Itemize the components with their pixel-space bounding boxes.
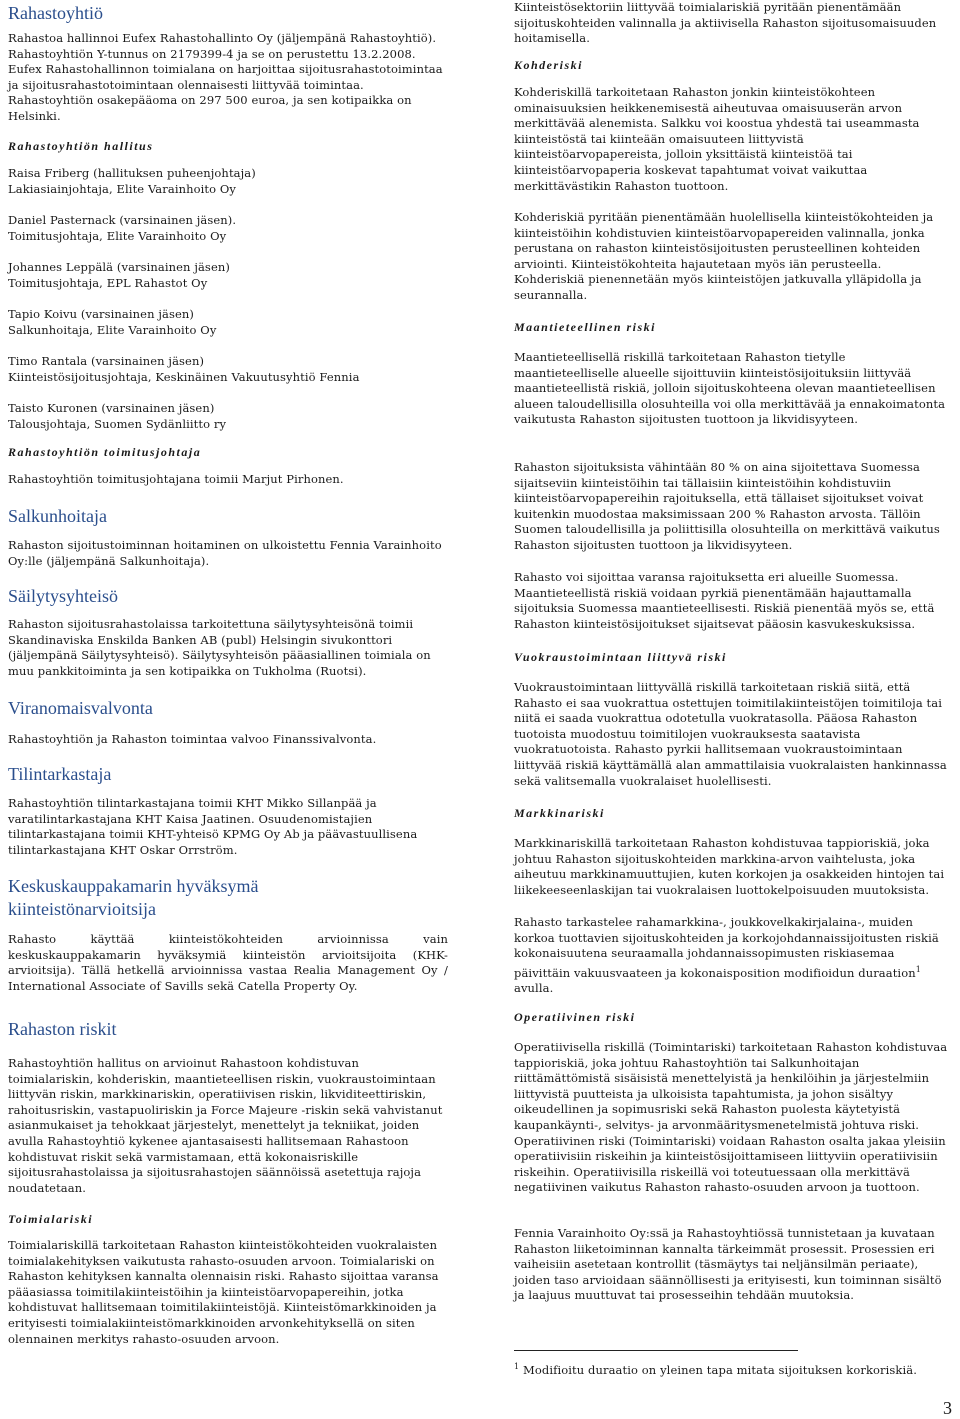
member-name: Tapio Koivu (varsinainen jäsen) [8,307,194,321]
member-role: Toimitusjohtaja, EPL Rahastot Oy [8,275,208,290]
footnote [514,1363,954,1378]
board-member-6 [8,401,448,432]
heading-rahastoyhtio: Rahastoyhtiö [8,3,103,23]
board-member-1 [8,166,448,197]
kohderiski-text-1: Kohderiskillä tarkoitetaan Rahaston jonkin kiinteistökohteen ominaisuuksien heikkenemisestä aiheutuvaa omaisuuserän arvon merkittävää alenemista. Salkku voi koostua yhdestä tai useammasta kiinteistöstä tai kiinteään omaisuuteen liittyvistä kiinteistöarvopapereista, jolloin yksittäistä kiinteistöä tai kiinteistöarvopaperia koskevat tapahtumat voivat vaikuttaa merkittävästikin Rahaston tuottoon. [514,85,920,193]
maantieteellinen-text-3: Rahasto voi sijoittaa varansa rajoituksetta eri alueille Suomessa. Maantieteellistä riskiä voidaan pyrkiä pienentämään hajauttamalla sijoituksia Suomessa maantieteellisesti. Riskiä pienentää myös se, että Rahaston kiinteistösijoitukset sijaitsevat pääosin kasvukeskuksissa. [514,570,935,631]
board-member-5 [8,354,448,385]
page-number: 3 [943,1398,952,1418]
board-member-2 [8,213,448,244]
member-role: Talousjohtaja, Suomen Sydänliitto ry [8,416,227,431]
heading-tilintarkastaja: Tilintarkastaja [8,764,112,784]
member-role: Lakiasiainjohtaja, Elite Varainhoito Oy [8,181,237,196]
ceo-text: Rahastoyhtiön toimitusjohtajana toimii Marjut Pirhonen. [8,472,344,486]
member-role: Salkunhoitaja, Elite Varainhoito Oy [8,322,217,337]
tilintarkastaja-text: Rahastoyhtiön tilintarkastajana toimii KHT Mikko Sillanpää ja varatilintarkastajana KHT Kaisa Jaatinen. Osuudenomistajien tilintarkastajana toimii KHT-yhteisö KPMG Oy Ab ja päävastuullisena tilintarkastajana KHT Oskar Orrström. [8,796,418,857]
viranomaisvalvonta-text: Rahastoyhtiön ja Rahaston toimintaa valvoo Finanssivalvonta. [8,732,377,746]
member-name: Taisto Kuronen (varsinainen jäsen) [8,401,215,415]
heading-viranomaisvalvonta: Viranomaisvalvonta [8,698,153,718]
heading-ceo: Rahastoyhtiön toimitusjohtaja [8,445,202,459]
markkinariski-text-1: Markkinariskillä tarkoitetaan Rahaston kohdistuvaa tappioriskiä, joka johtuu Rahaston sijoituskohteiden markkina-arvon vaihtelusta, joka aiheutuu markkinamuuttujien, kuten korkojen ja osakkeiden hintojen tai liikekeeseenlaskijan tai vuokralaisen luottokelpoisuuden muutoksista. [514,836,945,897]
board-member-3 [8,260,448,291]
heading-sailytysyhteiso: Säilytysyhteisö [8,586,119,606]
member-role: Toimitusjohtaja, Elite Varainhoito Oy [8,228,227,243]
member-name: Daniel Pasternack (varsinainen jäsen). [8,213,237,227]
member-role: Kiinteistösijoitusjohtaja, Keskinäinen Vakuutusyhtiö Fennia [8,369,360,384]
heading-operatiivinen: Operatiivinen riski [514,1010,636,1024]
toimialariski-text: Toimialariskillä tarkoitetaan Rahaston kiinteistökohteiden vuokralaisten toimialakehityksen vaikutusta rahasto-osuuden arvoon. Toimialariski on Rahaston kehityksen kannalta olennaisin riski. Rahasto sijoittaa varansa pääasiassa toimitilakiinteistöihin ja kiinteistöarvopapereihin, jotka kohdistuvat hallitsemaan toimitilakiinteistöjä. Kiinteistömarkkinoiden ja erityisesti toimialakiinteistömarkkinoiden arvonkehityksellä on siten olennainen merkitys rahasto-osuuden arvoon. [8,1238,439,1346]
operatiivinen-text-2: Fennia Varainhoito Oy:ssä ja Rahastoyhtiössä tunnistetaan ja kuvataan Rahaston liiketoiminnan kannalta tärkeimmät prosessit. Prosessien eri vaiheisiin asetetaan kontrollit (täsmäytys tai neljänsilmän periaate), joiden taso arvioidaan säännöllisesti ja erityisesti, kun toiminnan sisältö ja laajuus muuttuvat tai prosesseihin tehdään muutoksia. [514,1226,942,1303]
riskit-text: Rahastoyhtiön hallitus on arvioinut Rahastoon kohdistuvan toimialariskin, kohderiskin, maantieteellisen riskin, vuokraustoimintaan liittyvän riskin, markkinariskin, operatiivisen riskin, likviditeettiriskin, rahoitusriskin, vastapuoliriskin ja Force Majeure -riskin sekä vahvistanut asianmukaiset ja tehokkaat järjestelyt, menettelyt ja tekniikat, joiden avulla Rahastoyhtiö kykenee ajantasaisesti hallitsemaan Rahastoon kohdistuvat riskit sekä varmistamaan, että kokonaisriskille sijoitusrahastolaissa ja sijoitusrahastojen säännöissä asetettuja rajoja noudatetaan. [8,1056,443,1195]
operatiivinen-text-1: Operatiivisella riskillä (Toimintariski) tarkoitetaan Rahaston kohdistuvaa tappioriskiä, joka johtuu Rahastoyhtiön tai Salkunhoitajan riittämättömistä sisäisistä menettelyistä ja henkilöihin ja järjestelmiin liittyvistä puutteista ja ulkoisista tapahtumista, ja johon sisältyy oikeudellinen ja sopimusriski sekä Rahaston puolesta käytetyistä kaupankäynti-, selvitys- ja arvonmääritysmenetelmistä johtuva riski. Operatiivinen riski (Toimintariski) voidaan Rahaston osalta jakaa yleisiin operatiivisiin riskeihin ja kiinteistösijoittamiseen liittyviin operatiivisiin riskeihin. Operatiivisilla riskeillä voi toteutuessaan olla merkittävä negatiivinen vaikutus Rahaston rahasto-osuuden arvoon ja tuottoon. [514,1040,948,1195]
heading-toimialariski: Toimialariski [8,1212,94,1226]
footnote-ref: 1 [915,964,921,974]
arvioitsija-text: Rahasto käyttää kiinteistökohteiden arvioinnissa vain keskuskauppakamarin hyväksymiä kiinteistön arvioitsijoita (KHK-arvioitsija). Tällä hetkellä arvioinnissa vastaa Realia Management Oy / International Associate of Savills sekä Catella Property Oy. [8,932,448,993]
footnote-number: 1 [514,1362,520,1372]
member-name: Timo Rantala (varsinainen jäsen) [8,354,205,368]
member-name: Johannes Leppälä (varsinainen jäsen) [8,260,230,274]
intro-text: Kiinteistösektoriin liittyvää toimialariskiä pyritään pienentämään sijoituskohteiden valinnalla ja aktiivisella Rahaston sijoitusomaisuuden hoitamisella. [514,0,937,46]
markkinariski-text-2-end: avulla. [514,981,554,996]
footnote-text: Modifioitu duraatio on yleinen tapa mitata sijoituksen korkoriskiä. [522,1363,917,1377]
heading-riskit: Rahaston riskit [8,1019,117,1039]
sailytysyhteiso-text: Rahaston sijoitusrahastolaissa tarkoitettuna säilytysyhteisönä toimii Skandinaviska Enskilda Banken AB (publ) Helsingin sivukonttori (jäljempänä Säilytysyhteisö). Säilytysyhteisön pääasiallinen toimiala on muu pankkitoiminta ja sen kotipaikka on Tukholma (Ruotsi). [8,617,431,678]
heading-arvioitsija [8,875,448,921]
heading-board: Rahastoyhtiön hallitus [8,139,154,153]
footnote-separator [514,1350,798,1351]
heading-markkinariski: Markkinariski [514,806,605,820]
markkinariski-text-2-body: Rahasto tarkastelee rahamarkkina-, joukkovelkakirjalaina-, muiden korkoa tuottavien sijoituskohteiden ja korkojohdannaissijoitusten riskiä kokonaisuutena seuraamalla johdannaissopimusten riskiasemaa päivittäin vakuusvaateen ja kokonaisposition modifioidun duraation [514,915,939,980]
heading-vuokraus: Vuokraustoimintaan liittyvä riski [514,650,727,664]
markkinariski-text-2 [514,915,954,997]
kohderiski-text-2: Kohderiskiä pyritään pienentämään huolellisella kiinteistökohteiden ja kiinteistöihin kohdistuvien kiinteistöarvopapereiden valinnalla, jonka perustana on rahaston kiinteistösijoitusten perusteellinen kohteiden arviointi. Kiinteistökohteita hajautetaan myös iän perusteella. Kohderiskiä pienennetään myös kiinteistöjen jatkuvalla ylläpidolla ja seurannalla. [514,210,934,302]
board-member-4 [8,307,448,338]
heading-maantieteellinen: Maantieteellinen riski [514,320,657,334]
heading-kohderiski: Kohderiski [514,58,584,72]
member-name: Raisa Friberg (hallituksen puheenjohtaja) [8,166,256,180]
heading-line: kiinteistönarvioitsija [8,899,156,919]
heading-line: Keskuskauppakamarin hyväksymä [8,876,259,896]
maantieteellinen-text-2: Rahaston sijoituksista vähintään 80 % on aina sijoitettava Suomessa sijaitseviin kiinteistöihin tai tällaisiin kiinteistöihin kohdistuviin kiinteistöarvopapereihin rajoituksella, että tällaiset sijoitukset voivat kuitenkin muodostaa maksimissaan 200 % Rahaston arvosta. Tällöin Suomen taloudellisilla ja poliittisilla olosuhteilla on merkittävä vaikutus Rahaston sijoitusten tuottoon ja likvidisyyteen. [514,460,940,552]
heading-salkunhoitaja: Salkunhoitaja [8,506,107,526]
salkunhoitaja-text: Rahaston sijoitustoiminnan hoitaminen on ulkoistettu Fennia Varainhoito Oy:lle (jäljempänä Salkunhoitaja). [8,538,442,568]
vuokraus-text: Vuokraustoimintaan liittyvällä riskillä tarkoitetaan riskiä siitä, että Rahasto ei saa vuokrattua ostettujen toimitilakiinteistöjen toimitiloja tai niitä ei saada vuokrattua odotetulla vuokratasolla. Pääosa Rahaston tuotoista muodostuu toimitilojen vuokrauksesta saatavista vuokratuotoista. Rahasto pyrkii hallitsemaan vuokraustoimintaan liittyvää riskiä käyttämällä alan ammattilaisia vuokralaisten hankinnassa sekä valitsemalla vuokralaiset huolellisesti. [514,680,947,788]
rahastoyhtio-text: Rahastoa hallinnoi Eufex Rahastohallinto Oy (jäljempänä Rahastoyhtiö). Rahastoyhtiön Y-tunnus on 2179399-4 ja se on perustettu 13.2.2008. Eufex Rahastohallinnon toimialana on harjoittaa sijoitusrahastotoimintaa ja sijoitusrahastotoimintaan olennaisesti liittyvää toimintaa. Rahastoyhtiön osakepääoma on 297 500 euroa, ja sen kotipaikka on Helsinki. [8,31,443,123]
maantieteellinen-text-1: Maantieteellisellä riskillä tarkoitetaan Rahaston tietylle maantieteelliselle alueelle sijoittuviin kiinteistösijoituksiin liittyvää maantieteellistä riskiä, jolloin sijoituskohteena olevan maantieteellisen alueen taloudellisilla olosuhteilla voi olla merkittävää ja ennakoimatonta vaikutusta Rahaston sijoitusten tuottoon ja likvidisyyteen. [514,350,946,427]
